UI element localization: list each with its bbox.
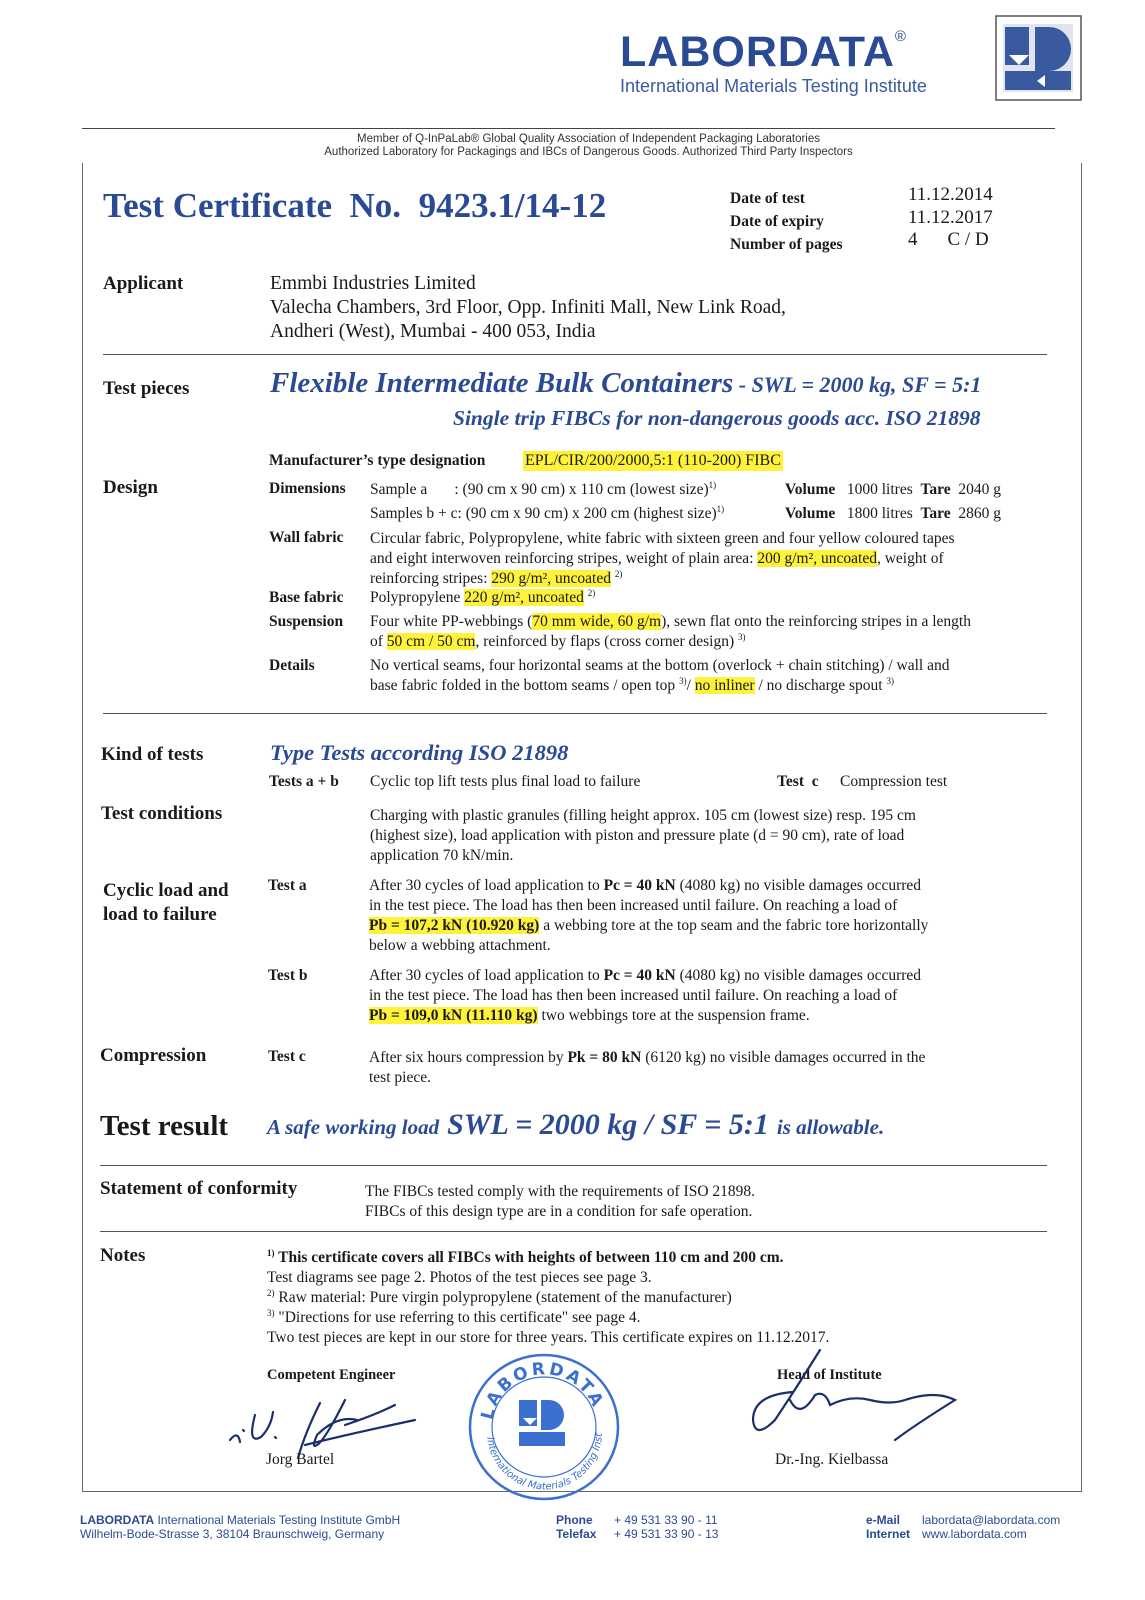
applicant-address-1: Valecha Chambers, 3rd Floor, Opp. Infiniti Mall, New Link Road, <box>270 297 786 318</box>
test-result-statement: A safe working load SWL = 2000 kg / SF = 5:1 is allowable. <box>267 1108 885 1141</box>
footer-company: LABORDATA International Materials Testing Institute GmbH <box>80 1513 401 1527</box>
engineer-label: Competent Engineer <box>267 1367 396 1383</box>
dimensions-samples-bc: Samples b + c: (90 cm x 90 cm) x 200 cm (highest size)$^{1)}$ <box>370 503 725 522</box>
test-a-label: Test a <box>268 877 307 894</box>
compression-text: After six hours compression by Pk = 80 kN (6120 kg) no visible damages occurred in the test piece. <box>369 1049 926 1086</box>
date-of-expiry: 11.12.2017 <box>908 206 993 228</box>
test-a-text: After 30 cycles of load application to Pc = 40 kN (4080 kg) no visible damages occurred in the test piece. The load has then been increased until failure. On reaching a load of Pb = 107,2 kN (10.920 kg) a webbing tore at the top seam and the fabric tore horizontally below a webbing attachment. <box>369 877 929 954</box>
pages-count: 4 <box>908 229 918 250</box>
test-b-label: Test b <box>268 967 308 984</box>
head-label: Head of Institute <box>777 1367 882 1383</box>
type-designation-value: EPL/CIR/200/2000,5:1 (110-200) FIBC <box>525 452 781 469</box>
dimensions-sample-a-volume: Volume 1000 litres Tare 2040 g <box>785 481 1002 498</box>
svg-text:LABORDATA: LABORDATA <box>477 1359 609 1422</box>
dimensions-samples-bc-volume: Volume 1800 litres Tare 2860 g <box>785 505 1002 522</box>
authorized-line: Authorized Laboratory for Packagings and IBCs of Dangerous Goods. Authorized Third Party Inspectors <box>324 146 853 158</box>
base-fabric-label: Base fabric <box>269 589 344 606</box>
kind-of-tests-label: Kind of tests <box>101 744 204 765</box>
footer-email[interactable]: e-Mail labordata@labordata.com <box>866 1513 1061 1527</box>
institute-stamp-icon <box>467 1352 622 1502</box>
head-signature-icon <box>745 1345 995 1445</box>
cyclic-load-label: Cyclic load and load to failure <box>103 880 229 925</box>
footer-phone: Phone + 49 531 33 90 - 11 <box>556 1513 718 1527</box>
kind-of-tests-title: Type Tests according ISO 21898 <box>270 740 569 765</box>
certificate-meta-labels <box>730 187 843 256</box>
footer-fax: Telefax + 49 531 33 90 - 13 <box>556 1527 719 1541</box>
notes-label: Notes <box>100 1245 146 1266</box>
details-label: Details <box>269 657 315 674</box>
certificate-title: Test Certificate No. 9423.1/14-12 <box>103 186 607 225</box>
head-name: Dr.-Ing. Kielbassa <box>775 1451 889 1468</box>
test-c-label: Test c <box>777 773 819 790</box>
footer-internet[interactable]: Internet www.labordata.com <box>866 1527 1027 1541</box>
tests-ab-text: Cyclic top lift tests plus final load to failure <box>370 773 641 790</box>
member-line: Member of Q-InPaLab® Global Quality Association of Independent Packaging Laboratories <box>357 133 820 145</box>
notes-text: $^{1)}$ This certificate covers all FIBCs with heights of between 110 cm and 200 cm. Test diagrams see page 2. Photos of the test pieces see page 3. $^{2)}$ Raw material: Pure virgin polypropylene (statement of the manufacturer) $^{3)}$ "Directions for use referring to this certificate" see page 4. Two test pieces are kept in our store for three years. This certificate expires on 11.12.2017. <box>267 1247 830 1346</box>
details-text: No vertical seams, four horizontal seams at the bottom (overlock + chain stitching) / wall and base fabric folded in the bottom seams / open top $^{3)}$/ no inliner / no discharge spout $^{3)}$ <box>370 657 950 694</box>
base-fabric-text: Polypropylene 220 g/m², uncoated $^{2)}$ <box>370 587 596 606</box>
test-c-row-label: Test c <box>268 1048 306 1065</box>
test-pieces-label: Test pieces <box>103 378 190 399</box>
test-result-label: Test result <box>100 1110 229 1142</box>
svg-text:International Materials Testin: International Materials Testing Inst <box>484 1432 606 1493</box>
footer-address: Wilhelm-Bode-Strasse 3, 38104 Braunschweig, Germany <box>80 1527 385 1541</box>
compression-label: Compression <box>100 1045 207 1066</box>
test-b-text: After 30 cycles of load application to Pc = 40 kN (4080 kg) no visible damages occurred in the test piece. The load has then been increased until failure. On reaching a load of Pb = 109,0 kN (11.110 kg) two webbings tore at the suspension frame. <box>369 967 922 1024</box>
suspension-label: Suspension <box>269 613 344 630</box>
date-of-test-label: Date of test <box>730 190 805 207</box>
design-label: Design <box>103 477 158 498</box>
pages-label: Number of pages <box>730 236 843 253</box>
test-conditions-label: Test conditions <box>101 803 223 824</box>
logo-wordmark: LABORDATA® <box>620 28 907 76</box>
conformity-label: Statement of conformity <box>100 1178 298 1199</box>
applicant-label: Applicant <box>103 273 184 294</box>
suspension-text: Four white PP-webbings (70 mm wide, 60 g/m), sewn flat onto the reinforcing stripes in a length of 50 cm / 50 cm, reinforced by flaps (cross corner design) $^{3)}$ <box>370 613 971 650</box>
test-conditions-text: Charging with plastic granules (filling height approx. 105 cm (lowest size) resp. 195 cm (highest size), load application with piston and pressure plate (d = 90 cm), rate of load application 70 kN/min. <box>370 807 916 864</box>
test-c-text: Compression test <box>840 773 948 790</box>
date-of-test: 11.12.2014 <box>908 184 993 205</box>
type-designation-label: Manufacturer’s type designation <box>269 452 486 469</box>
engineer-name: Jorg Bartel <box>266 1451 335 1468</box>
test-pieces-title: Flexible Intermediate Bulk Containers - SWL = 2000 kg, SF = 5:1 <box>270 367 982 399</box>
applicant-name: Emmbi Industries Limited <box>270 273 476 294</box>
wall-fabric-text: Circular fabric, Polypropylene, white fabric with sixteen green and four yellow coloured tapes and eight interwoven reinforcing stripes, weight of plain area: 200 g/m², uncoated, weight of reinforcing stripes: 290 g/m², uncoated $^{2)}$ <box>370 530 955 587</box>
wall-fabric-label: Wall fabric <box>269 529 344 546</box>
labordata-logo-icon <box>995 15 1082 101</box>
copy-mark: C / D <box>947 229 989 250</box>
applicant-block <box>270 272 786 344</box>
conformity-text: The FIBCs tested comply with the requirements of ISO 21898. FIBCs of this design type are in a condition for safe operation. <box>365 1183 756 1220</box>
test-pieces-subtitle: Single trip FIBCs for non-dangerous goods acc. ISO 21898 <box>453 406 981 430</box>
date-of-expiry-label: Date of expiry <box>730 213 824 230</box>
tests-ab-label: Tests a + b <box>269 773 339 790</box>
dimensions-sample-a: Sample a : (90 cm x 90 cm) x 110 cm (lowest size)$^{1)}$ <box>370 479 717 498</box>
dimensions-label: Dimensions <box>269 480 346 497</box>
logo-subtitle: International Materials Testing Institute <box>620 76 927 96</box>
applicant-address-2: Andheri (West), Mumbai - 400 053, India <box>270 321 596 342</box>
certificate-meta-values <box>908 184 993 252</box>
